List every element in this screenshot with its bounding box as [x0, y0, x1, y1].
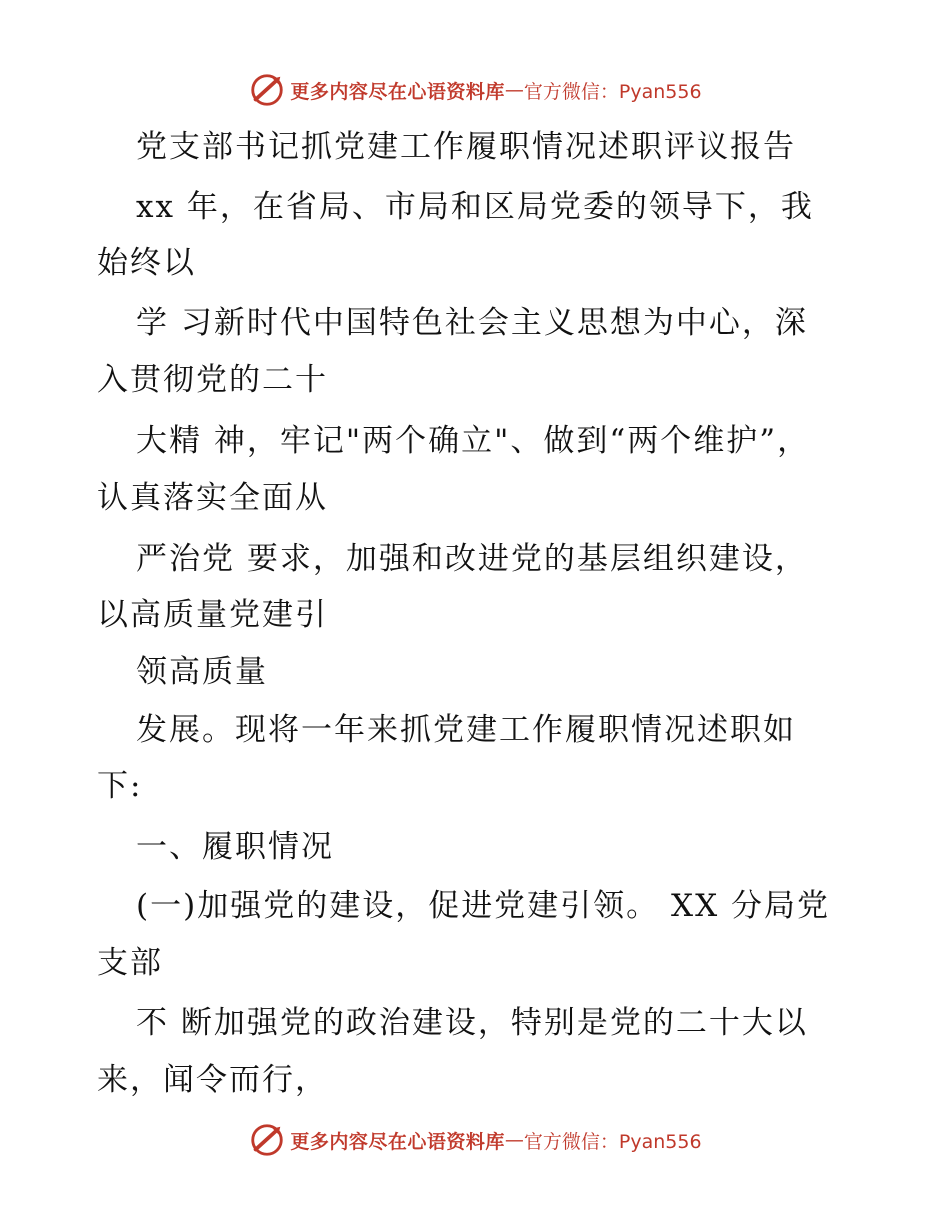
doc-line: 领高质量 [136, 654, 268, 690]
document-title: 党支部书记抓党建工作履职情况述职评议报告 [136, 129, 796, 165]
footer-banner [0, 1120, 950, 1160]
pen-logo-icon [248, 71, 286, 109]
doc-line: 支部 [97, 945, 163, 981]
doc-line: 来，闻令而行， [97, 1062, 328, 1098]
pen-logo-icon [248, 1121, 286, 1159]
doc-line: 学 习新时代中国特色社会主义思想为中心，深 [136, 305, 808, 341]
doc-line: (一)加强党的建设，促进党建引领。 XX 分局党 [136, 888, 831, 924]
doc-line: 发展。现将一年来抓党建工作履职情况述职如 [136, 712, 796, 748]
banner-main-text: 更多内容尽在心语资料库 [290, 80, 505, 103]
doc-line: 不 断加强党的政治建设，特别是党的二十大以 [136, 1005, 808, 1041]
doc-line: 始终以 [97, 245, 196, 281]
banner-main-text: 更多内容尽在心语资料库 [290, 1130, 505, 1153]
doc-line: 认真落实全面从 [97, 480, 328, 516]
section-heading: 一、履职情况 [136, 829, 334, 865]
doc-line: 以高质量党建引 [97, 597, 328, 633]
banner-dash: — [504, 1129, 524, 1151]
doc-line: 入贯彻党的二十 [97, 362, 328, 398]
banner-sub-text: 官方微信：Pyan556 [523, 80, 702, 103]
doc-line: xx 年，在省局、市局和区局党委的领导下，我 [136, 189, 814, 225]
banner-dash: — [504, 79, 524, 101]
doc-line: 下: [97, 768, 143, 804]
header-banner [0, 70, 950, 110]
doc-line: 大精 神，牢记"两个确立"、做到“两个维护”， [136, 423, 811, 459]
doc-line: 严治党 要求，加强和改进党的基层组织建设， [136, 541, 808, 577]
banner-sub-text: 官方微信：Pyan556 [523, 1130, 702, 1153]
